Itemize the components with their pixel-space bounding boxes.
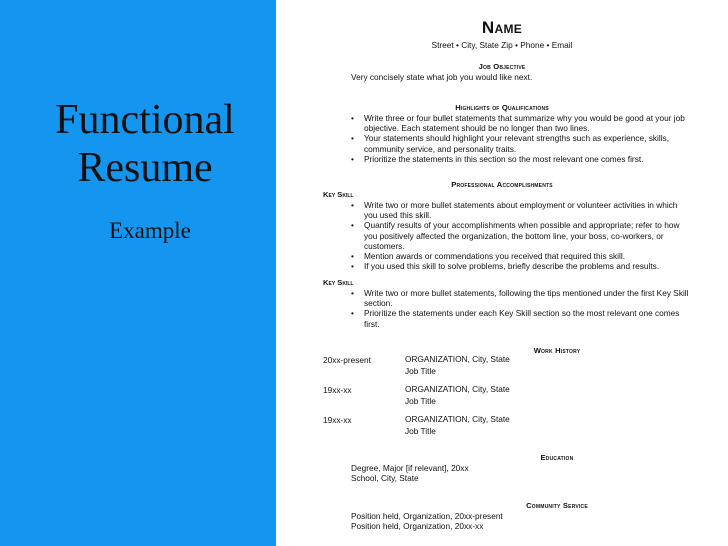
education-line-1: Degree, Major [if relevant], 20xx xyxy=(351,463,469,473)
key-skill-item xyxy=(351,288,689,308)
bullet-icon: • xyxy=(351,220,354,231)
work-organization: ORGANIZATION, City, State xyxy=(405,414,510,424)
key-skill-text: Write two or more bullet statements, following the tips mentioned under the first Key Skill section. xyxy=(364,288,689,309)
bullet-icon: • xyxy=(351,288,354,298)
highlight-item xyxy=(351,154,689,164)
key-skill-2-label: Key Skill xyxy=(323,278,354,287)
work-dates: 20xx-present xyxy=(323,355,371,365)
bullet-icon: • xyxy=(351,153,354,164)
key-skill-text: Quantify results of your accomplishments when possible and appropriate; refer to how you positively affected the organization, the bottom line, your boss, co-workers, or customers. xyxy=(364,220,680,251)
work-job-title: Job Title xyxy=(405,366,436,376)
highlights-heading: Highlights of Qualifications xyxy=(455,103,549,112)
slide-subtitle: Example xyxy=(109,218,191,243)
bullet-icon: • xyxy=(351,308,354,319)
work-dates: 19xx-xx xyxy=(323,385,352,395)
work-history-heading: Work History xyxy=(533,346,581,355)
work-entry xyxy=(405,413,510,437)
bullet-icon: • xyxy=(351,251,354,262)
work-job-title: Job Title xyxy=(405,396,436,406)
bullet-icon: • xyxy=(351,200,354,210)
key-skill-item xyxy=(351,308,689,328)
highlight-item xyxy=(351,133,689,153)
work-organization: ORGANIZATION, City, State xyxy=(405,354,510,364)
work-entry xyxy=(405,353,510,377)
resume-document xyxy=(276,0,728,546)
key-skill-item xyxy=(351,261,689,271)
work-dates: 19xx-xx xyxy=(323,415,352,425)
job-objective-text: Very concisely state what job you would like next. xyxy=(351,72,533,82)
key-skill-text: Write two or more bullet statements about employment or volunteer activities in which you used this skill. xyxy=(364,200,678,221)
community-service-heading: Community Service xyxy=(526,501,588,510)
resume-contact: Street • City, State Zip • Phone • Email xyxy=(431,40,573,50)
key-skill-2-list xyxy=(351,288,689,329)
resume-header xyxy=(276,18,728,50)
key-skill-item xyxy=(351,251,689,261)
slide-title-line-1: Functional xyxy=(55,97,235,143)
bullet-icon: • xyxy=(351,113,354,123)
work-entry xyxy=(405,383,510,407)
work-job-title: Job Title xyxy=(405,426,436,436)
job-objective-heading: Job Objective xyxy=(478,62,526,71)
community-service-line-2: Position held, Organization, 20xx-xx xyxy=(351,521,484,531)
slide-title-line-2: Resume xyxy=(77,145,213,191)
bullet-icon: • xyxy=(351,261,354,272)
key-skill-text: Mention awards or commendations you received that required this skill. xyxy=(364,251,626,262)
key-skill-1-list xyxy=(351,200,689,271)
key-skill-text: Prioritize the statements under each Key Skill section so the most relevant one comes first. xyxy=(364,308,680,329)
accomplishments-heading: Professional Accomplishments xyxy=(451,180,553,189)
education-heading: Education xyxy=(540,453,574,462)
highlight-item xyxy=(351,113,689,133)
key-skill-text: If you used this skill to solve problems, briefly describe the problems and results. xyxy=(364,261,660,272)
education-line-2: School, City, State xyxy=(351,473,419,483)
key-skill-item xyxy=(351,200,689,220)
work-organization: ORGANIZATION, City, State xyxy=(405,384,510,394)
key-skill-1-label: Key Skill xyxy=(323,190,354,199)
key-skill-item xyxy=(351,220,689,251)
highlights-list xyxy=(351,113,689,164)
highlight-text: Prioritize the statements in this section so the most relevant one comes first. xyxy=(364,153,644,164)
highlight-text: Write three or four bullet statements that summarize why you would be good at your job objective. Each statement should be no longer than two lines. xyxy=(364,113,685,134)
left-panel xyxy=(0,0,276,546)
community-service-line-1: Position held, Organization, 20xx-present xyxy=(351,511,503,521)
highlight-text: Your statements should highlight your relevant strengths such as experience, skills, community service, and personality traits. xyxy=(364,133,669,154)
bullet-icon: • xyxy=(351,133,354,144)
resume-name: Name xyxy=(481,18,523,37)
slide-title xyxy=(0,96,290,192)
